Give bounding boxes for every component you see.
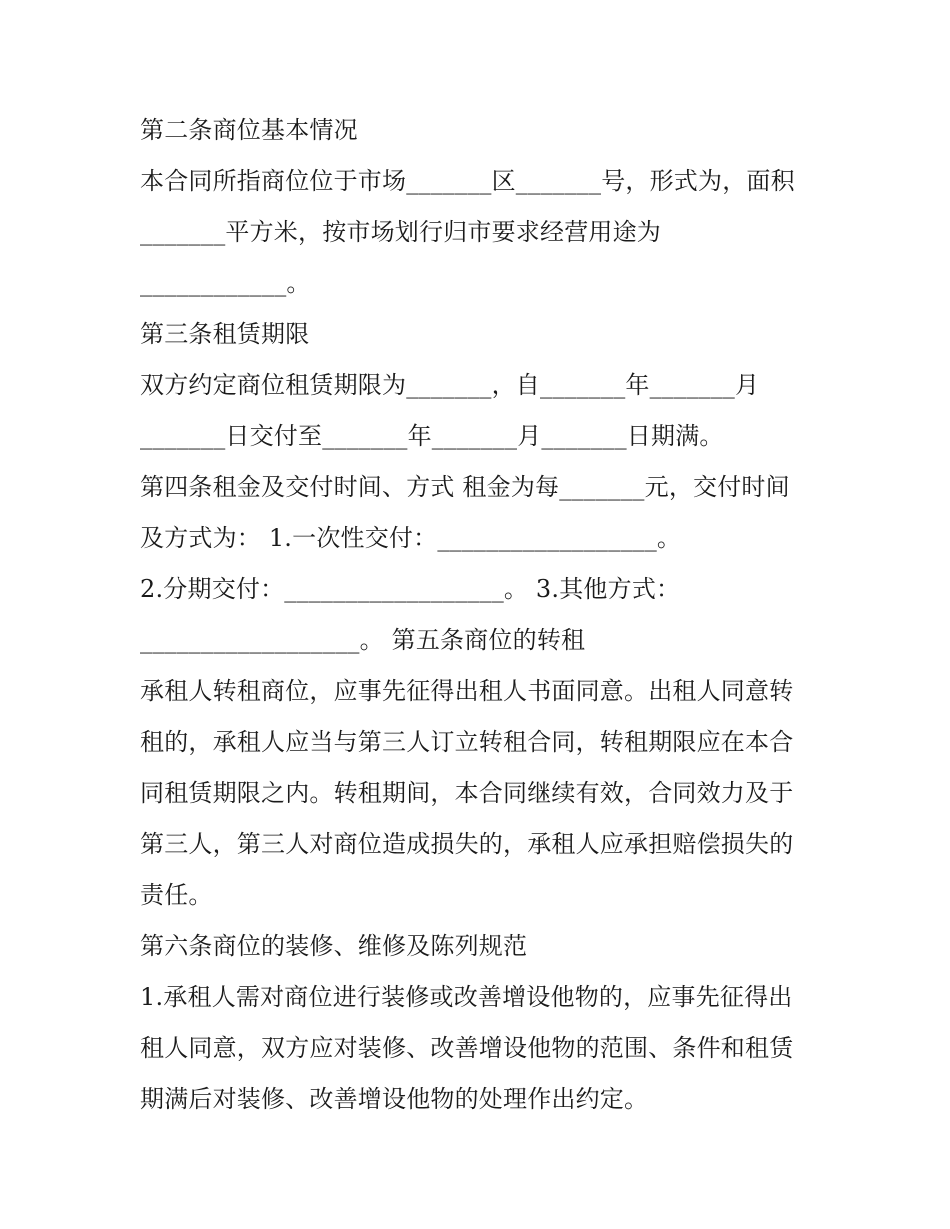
text-line: 同租赁期限之内。转租期间，本合同继续有效，合同效力及于 xyxy=(140,779,794,807)
text-line: __________________。 第五条商位的转租 xyxy=(140,626,586,654)
heading-article-3: 第三条租赁期限 xyxy=(140,320,310,348)
text-line: 双方约定商位租赁期限为_______，自_______年_______月 xyxy=(140,371,760,399)
text-line: 期满后对装修、改善增设他物的处理作出约定。 xyxy=(140,1085,649,1113)
heading-article-6: 第六条商位的装修、维修及陈列规范 xyxy=(140,932,528,960)
text-line: 2.分期交付：__________________。 3.其他方式： xyxy=(140,575,681,603)
text-line: 第三人，第三人对商位造成损失的，承租人应承担赔偿损失的 xyxy=(140,830,794,858)
text-line: 责任。 xyxy=(140,881,213,909)
text-line: _______日交付至_______年_______月_______日期满。 xyxy=(140,422,724,450)
text-line: 租人同意，双方应对装修、改善增设他物的范围、条件和租赁 xyxy=(140,1034,794,1062)
heading-article-4: 第四条租金及交付时间、方式 租金为每_______元，交付时间 xyxy=(140,473,790,501)
heading-article-2: 第二条商位基本情况 xyxy=(140,116,358,144)
text-line: ____________。 xyxy=(140,269,311,297)
text-line: 租的，承租人应当与第三人订立转租合同，转租期限应在本合 xyxy=(140,728,794,756)
text-line: 及方式为： 1.一次性交付：__________________。 xyxy=(140,524,682,552)
text-line: 承租人转租商位，应事先征得出租人书面同意。出租人同意转 xyxy=(140,677,794,705)
text-line: _______平方米，按市场划行归市要求经营用途为 xyxy=(140,218,661,246)
text-line: 1.承租人需对商位进行装修或改善增设他物的，应事先征得出 xyxy=(140,983,793,1011)
text-line: 本合同所指商位位于市场_______区_______号，形式为，面积 xyxy=(140,167,795,195)
